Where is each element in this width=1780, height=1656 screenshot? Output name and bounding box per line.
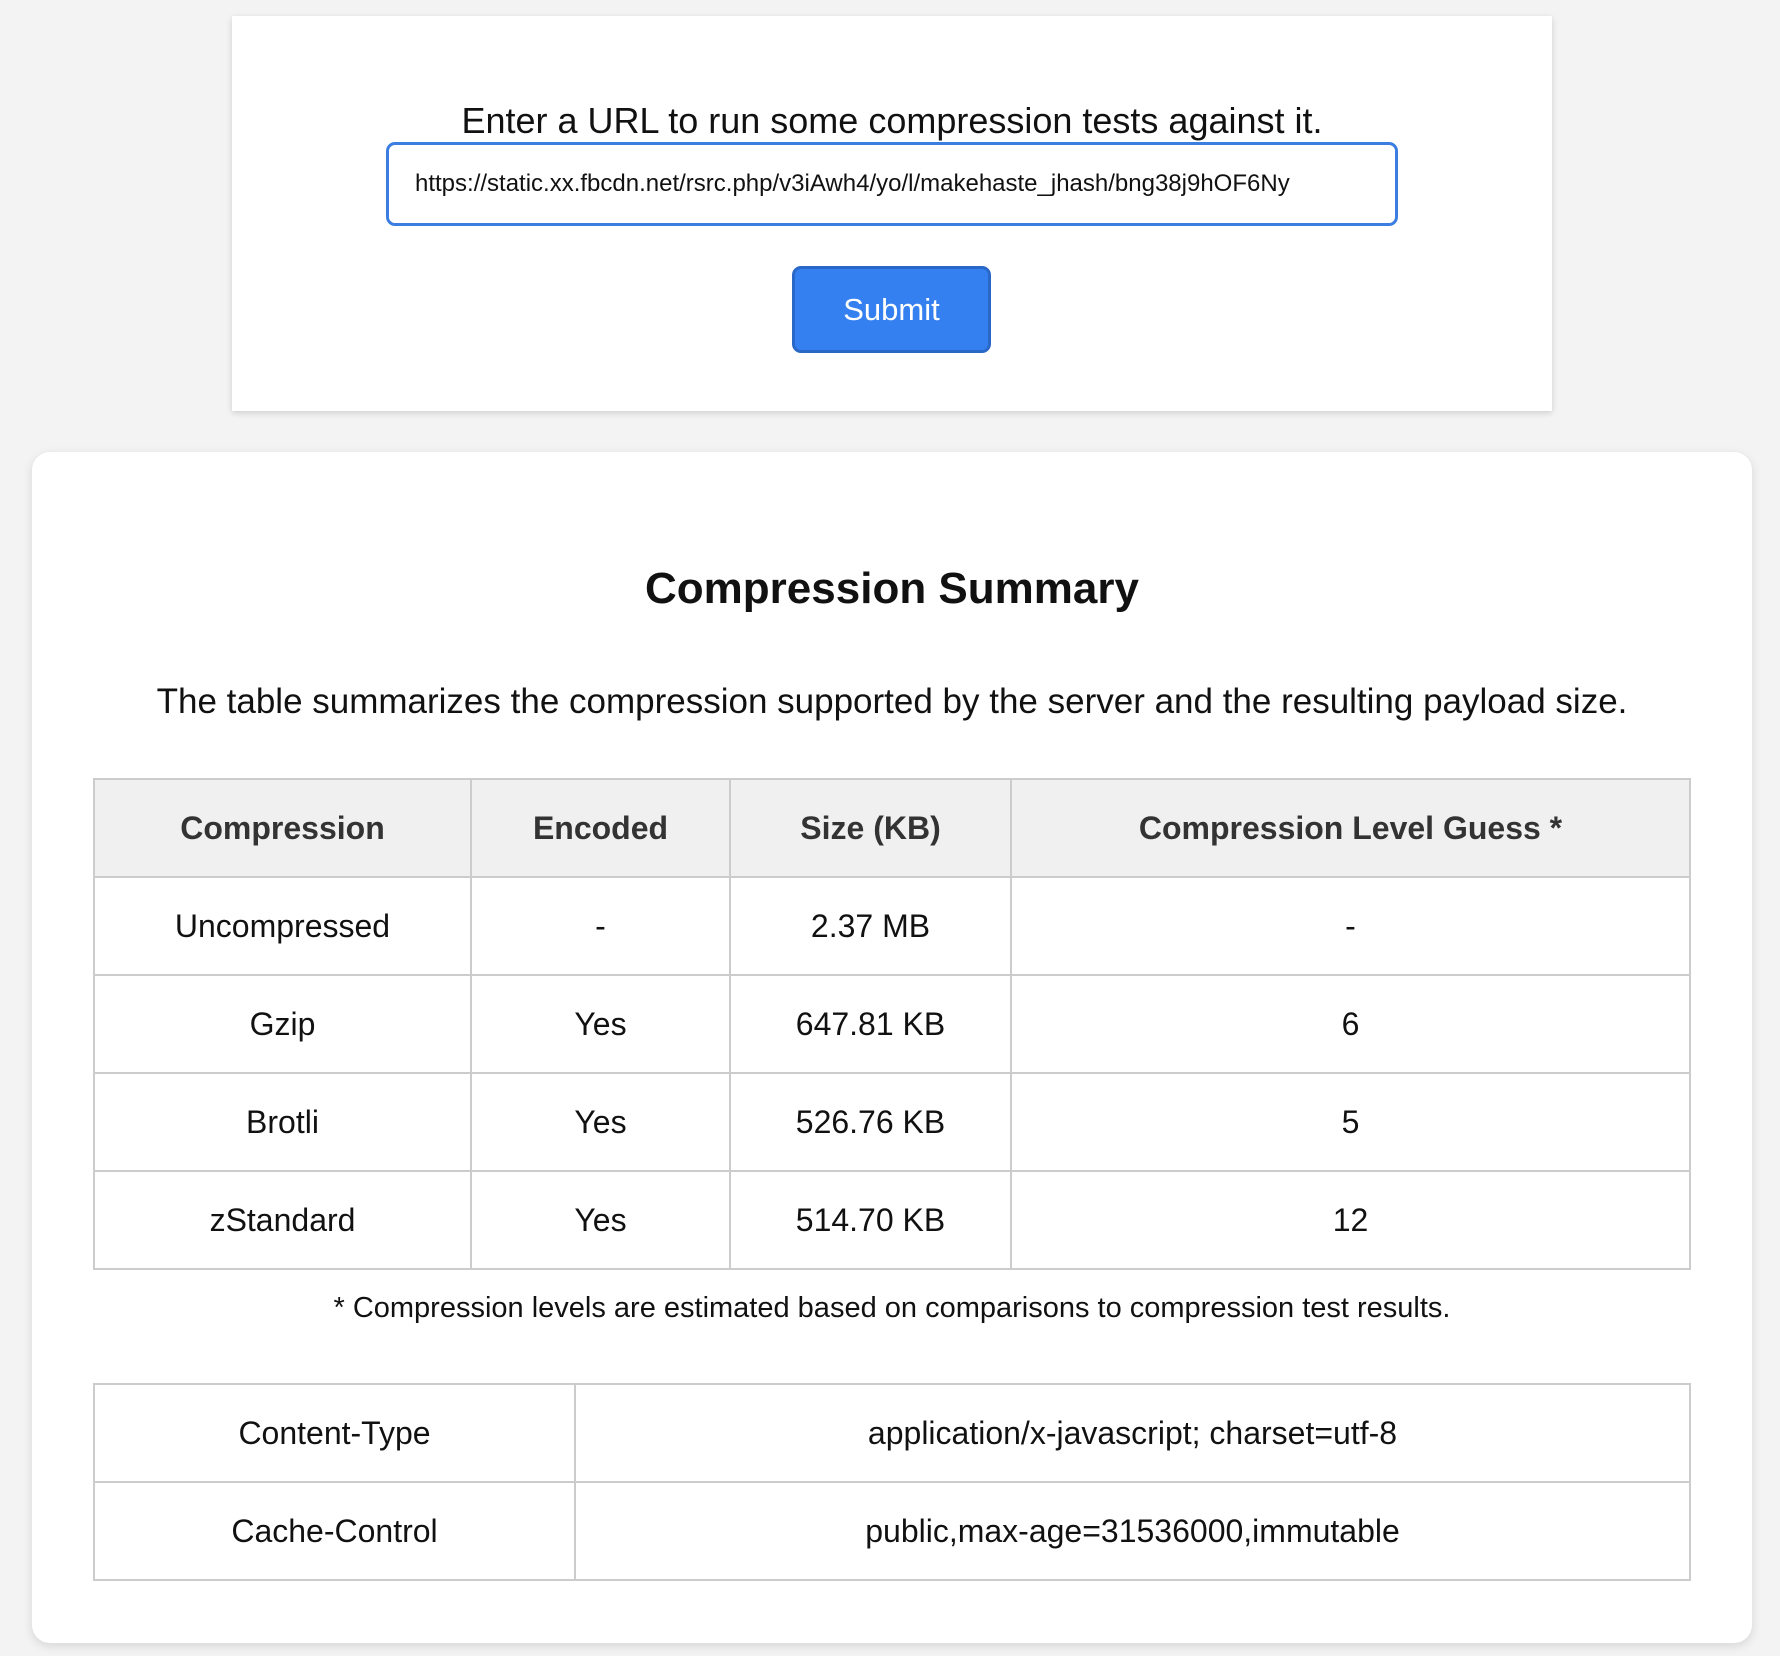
- cell-compression: Brotli: [94, 1073, 471, 1171]
- column-header: Compression Level Guess *: [1011, 779, 1690, 877]
- response-headers-table: [93, 1383, 1691, 1581]
- table-row: [94, 975, 1690, 1073]
- table-row: [94, 1171, 1690, 1269]
- cell-size: 526.76 KB: [730, 1073, 1011, 1171]
- table-row: [94, 1073, 1690, 1171]
- cell-encoded: -: [471, 877, 730, 975]
- column-header: Compression: [94, 779, 471, 877]
- header-value: public,max-age=31536000,immutable: [575, 1482, 1690, 1580]
- compression-footnote: * Compression levels are estimated based on comparisons to compression test results.: [333, 1292, 1451, 1324]
- cell-compression: Uncompressed: [94, 877, 471, 975]
- url-input[interactable]: [386, 142, 1398, 226]
- column-header: Encoded: [471, 779, 730, 877]
- header-name: Cache-Control: [94, 1482, 575, 1580]
- cell-encoded: Yes: [471, 1171, 730, 1269]
- cell-level-guess: 6: [1011, 975, 1690, 1073]
- table-row: [94, 877, 1690, 975]
- summary-description: The table summarizes the compression supported by the server and the resulting payload size.: [156, 682, 1628, 721]
- url-form-card: [232, 16, 1552, 411]
- cell-compression: Gzip: [94, 975, 471, 1073]
- cell-level-guess: -: [1011, 877, 1690, 975]
- cell-level-guess: 12: [1011, 1171, 1690, 1269]
- cell-size: 2.37 MB: [730, 877, 1011, 975]
- header-name: Content-Type: [94, 1384, 575, 1482]
- summary-title: Compression Summary: [645, 564, 1139, 613]
- compression-summary-table: [93, 778, 1691, 1270]
- header-value: application/x-javascript; charset=utf-8: [575, 1384, 1690, 1482]
- cell-encoded: Yes: [471, 1073, 730, 1171]
- cell-compression: zStandard: [94, 1171, 471, 1269]
- results-card: [32, 452, 1752, 1643]
- cell-encoded: Yes: [471, 975, 730, 1073]
- cell-level-guess: 5: [1011, 1073, 1690, 1171]
- table-header-row: [94, 779, 1690, 877]
- cell-size: 647.81 KB: [730, 975, 1011, 1073]
- table-row: [94, 1384, 1690, 1482]
- url-prompt: Enter a URL to run some compression tests against it.: [461, 100, 1323, 141]
- table-row: [94, 1482, 1690, 1580]
- submit-button[interactable]: Submit: [792, 266, 991, 353]
- cell-size: 514.70 KB: [730, 1171, 1011, 1269]
- column-header: Size (KB): [730, 779, 1011, 877]
